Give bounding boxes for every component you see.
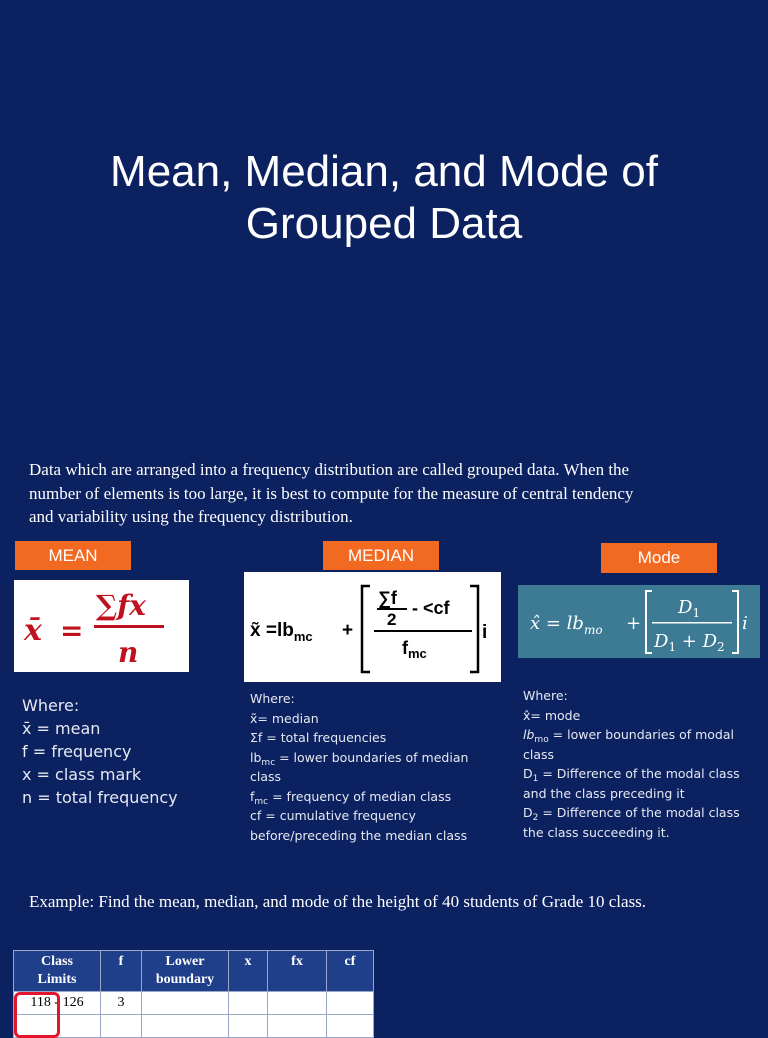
median-legend-cf-cont: before/preceding the median class [250,827,468,843]
median-formula-i: i [482,622,488,643]
median-legend-where: Where: [250,691,295,706]
median-right-bracket [470,586,478,672]
mean-legend [22,694,178,809]
header-fx: fx [268,951,327,992]
mean-fraction-bar [94,625,164,628]
cell-empty [327,1015,374,1038]
cell-empty [229,1015,268,1038]
mode-formula-numerator: $D_1$ [678,597,701,620]
slide-title-line-2: Grouped Data [245,199,523,248]
table-row [14,992,374,1015]
mean-formula-numerator: ∑fx [96,589,146,622]
mode-formula-i: i [742,613,748,634]
median-left-bracket [362,586,370,672]
cell-lower-boundary [142,992,229,1015]
mode-legend-where: Where: [523,688,568,703]
median-formula-minus-cf: - <cf [412,598,450,618]
median-formula-box [244,572,501,682]
median-badge: MEDIAN [323,541,439,570]
header-x: x [229,951,268,992]
mode-legend-d2: $D_2$ = Difference of the modal class [523,805,740,823]
mode-formula [518,585,760,658]
median-legend-lb: $lb_{mc}$ = lower boundaries of median [250,749,469,768]
class-limit-highlight-marker [14,992,60,1038]
mode-formula-denominator: $D_1 + D_2$ [654,631,725,654]
mean-legend-class-mark: x = class mark [22,765,142,784]
cell-x [229,992,268,1015]
median-formula [244,572,501,682]
mode-formula-box [518,585,760,658]
intro-line-1: Data which are arranged into a frequency distribution are called grouped data. When the [29,460,630,479]
mode-right-bracket [732,591,738,653]
median-legend-median: x̃= median [250,710,319,726]
mean-legend-total-frequency: n = total frequency [22,788,178,807]
mode-legend-d1-cont: and the class preceding it [523,785,685,801]
slide-title-line-1: Mean, Median, and Mode of [110,147,658,196]
median-formula-two: 2 [387,610,397,629]
mode-badge: Mode [601,543,717,573]
table-row [14,1015,374,1038]
header-class-limits: Class Limits [14,951,101,992]
median-fraction-bar [374,630,472,632]
header-cf: cf [327,951,374,992]
mode-legend-mode: x̂= mode [523,707,581,723]
mean-formula [14,580,189,672]
example-text: Example: Find the mean, median, and mode of the height of 40 students of Grade 10 class. [29,892,647,911]
median-legend-sum-f: Σf = total frequencies [250,730,387,745]
header-f: f [101,951,142,992]
median-legend [250,689,468,845]
mode-formula-lhs: x̂ = $lb_{mo}$ [530,613,603,637]
median-formula-sum-f: ∑f [378,588,397,608]
intro-paragraph [29,458,729,529]
median-legend-cf: cf = cumulative frequency [250,808,416,823]
intro-line-3: and variability using the frequency distribution. [29,507,353,526]
slide-title [0,146,768,250]
mode-legend-d1: $D_1$ = Difference of the modal class [523,766,740,784]
median-formula-plus: + [342,620,354,641]
mode-legend-d2-cont: the class succeeding it. [523,824,670,840]
mean-legend-where: Where: [22,696,80,715]
header-lower-boundary: Lower boundary [142,951,229,992]
intro-line-2: number of elements is too large, it is best to compute for the measure of central tendency [29,483,634,503]
cell-fx [268,992,327,1015]
mode-legend [523,686,740,842]
mean-formula-box [14,580,189,672]
mean-formula-denominator: n [118,636,139,669]
median-legend-f: $f_{mc}$ = frequency of median class [250,788,452,807]
mean-formula-lhs: x̄ [24,613,42,648]
frequency-table [13,950,374,1038]
cell-cf [327,992,374,1015]
mode-legend-lb: $lb_{mo}$ = lower boundaries of modal [523,727,734,745]
cell-empty [101,1015,142,1038]
mode-formula-plus: + [626,613,642,634]
mode-legend-lb-cont: class [523,746,555,762]
cell-class-limits: 118 - 126 [14,992,101,1015]
table-header-row [14,951,374,992]
mean-legend-mean: x̄ = mean [22,719,101,738]
mode-left-bracket [646,591,652,653]
cell-f: 3 [101,992,142,1015]
mode-fraction-bar [652,622,732,624]
mean-legend-frequency: f = frequency [22,742,132,761]
median-legend-lb-cont: class [250,769,282,784]
median-formula-denominator: $f_{mc}$ [402,638,427,661]
cell-empty [268,1015,327,1038]
mean-formula-equals: = [60,614,84,647]
mean-badge: MEAN [15,541,131,570]
cell-empty [142,1015,229,1038]
median-formula-lhs: x̃ $=lb_{mc}$ [250,620,313,644]
